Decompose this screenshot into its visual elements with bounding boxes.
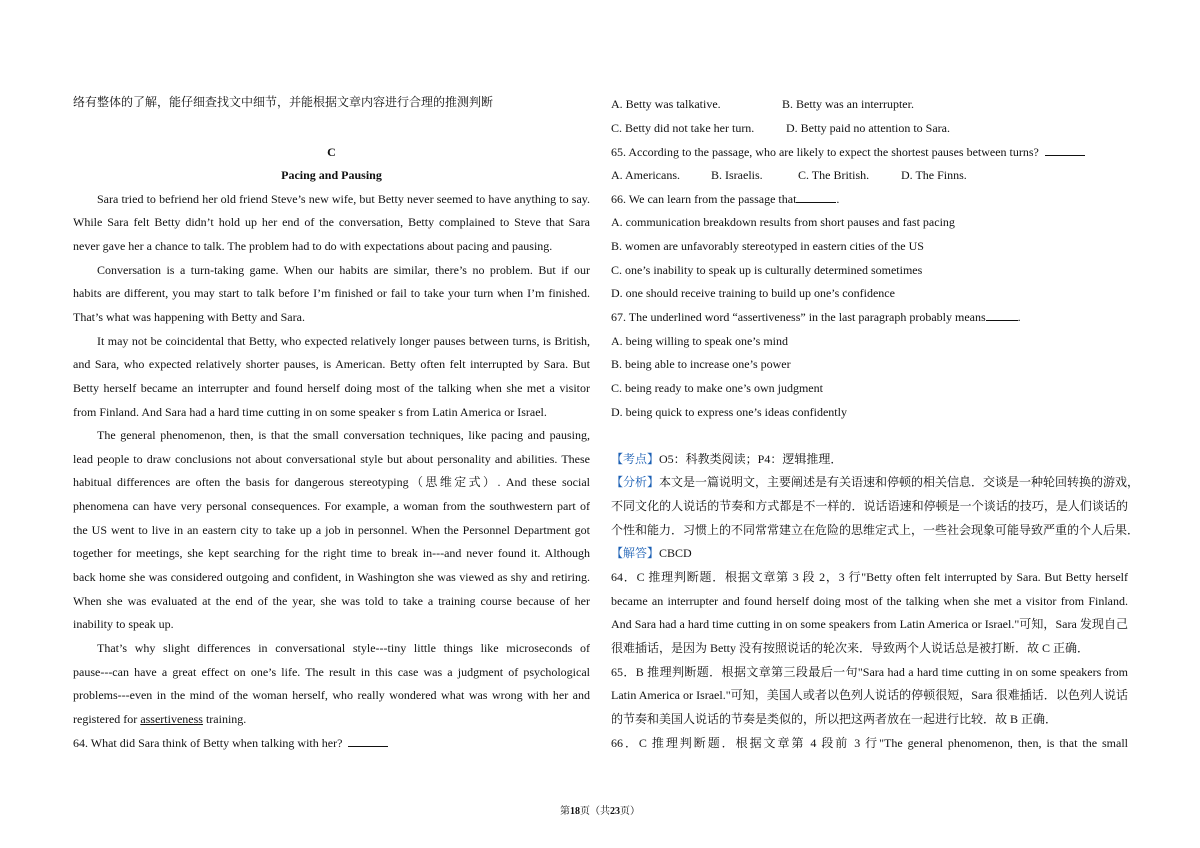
option-a[interactable]: A. Betty was talkative. (611, 97, 721, 111)
question-66 (611, 191, 839, 207)
option-b[interactable]: B. Israelis. (711, 168, 763, 182)
page-footer (0, 802, 1200, 817)
option-b[interactable]: B. women are unfavorably stereotyped in eastern cities of the US (611, 239, 924, 253)
paragraph-line: That’s what was happening with Betty and Sara. (73, 310, 305, 324)
answer-line: 64．C 推理判断题．根据文章第 3 段 2，3 行"Betty often felt interrupted by Sara. But Betty herself (611, 570, 1128, 584)
fenxi-line: 个性和能力．习惯上的不同常常建立在危险的思维定式上，一些社会现象可能导致严重的个人后果． (611, 523, 1140, 537)
paragraph-line: When she was evaluated at the end of the year, she was told to take a training course because of her (73, 594, 590, 608)
answer-line: And Sara had a hard time cutting in on some speakers from Latin America or Israel."可知，Sara 发现自己 (611, 617, 1128, 631)
option-d[interactable]: D. one should receive training to build up one’s confidence (611, 286, 895, 300)
paragraph-line: the US went to live in an eastern city to take up a job in personnel. When the Personnel Department got (73, 523, 590, 537)
answer-line: Latin America or Israel."可知，美国人或者以色列人说话的停顿很短，Sara 很难插话．以色列人说话 (611, 688, 1128, 702)
jieda-tag: 【解答】 (611, 546, 660, 560)
answer-line: became an interrupter and found herself doing most of the talking when she met a visitor from Finland. (611, 594, 1128, 608)
paragraph-line: That’s why slight differences in conversational style---tiny little things like microseconds of (97, 641, 590, 655)
answer-blank[interactable] (348, 735, 388, 747)
option-d[interactable]: D. being quick to express one’s ideas confidently (611, 405, 847, 419)
option-c[interactable]: C. being ready to make one’s own judgment (611, 381, 823, 395)
answer-line: 的节奏和美国人说话的节奏是类似的，所以把这两者放在一起进行比较．故 B 正确． (611, 712, 1058, 726)
option-b[interactable]: B. being able to increase one’s power (611, 357, 791, 371)
option-a[interactable]: A. communication breakdown results from short pauses and fast pacing (611, 215, 955, 229)
question-64 (73, 735, 388, 751)
option-d[interactable]: D. The Finns. (901, 168, 967, 182)
kaodian-text: O5：科教类阅读；P4：逻辑推理． (659, 452, 843, 466)
question-65 (611, 144, 1085, 160)
underlined-word: assertiveness (140, 712, 203, 726)
paragraph-line: Sara tried to befriend her old friend Steve’s new wife, but Betty never seemed to have anything to say. (97, 192, 590, 206)
passage-title: Pacing and Pausing (281, 168, 382, 182)
section-letter: C (327, 145, 336, 159)
paragraph-line: It may not be coincidental that Betty, who expected relatively longer pauses between turns, is British, (97, 334, 590, 348)
answer-line: 65．B 推理判断题．根据文章第三段最后一句"Sara had a hard time cutting in on some speakers from (611, 665, 1128, 679)
option-c[interactable]: C. Betty did not take her turn. (611, 121, 755, 135)
option-c[interactable]: C. The British. (798, 168, 870, 182)
paragraph-line: phenomena can have very personal consequences. For example, a woman from the southwestern part of (73, 499, 590, 513)
page-number: 18 (570, 806, 580, 817)
fenxi-tag: 【分析】 (611, 475, 660, 489)
text-span: registered for (73, 712, 141, 726)
intro-line: 络有整体的了解，能仔细查找文中细节，并能根据文章内容进行合理的推测判断 (73, 95, 494, 109)
paragraph-line (73, 711, 246, 727)
total-pages: 23 (610, 806, 620, 817)
option-a[interactable]: A. being willing to speak one’s mind (611, 334, 788, 348)
paragraph-line: habits are different, you may start to talk before I’m finished or fail to take your turn when I’m finished. (73, 286, 590, 300)
paragraph-line: and Sara, who expected relatively shorter pauses, is American. Betty often felt interrupted by Sara. But (73, 357, 590, 371)
paragraph-line: habitual differences are often the basis for dangerous stereotyping（思维定式）. And these social (73, 475, 590, 489)
option-d[interactable]: D. Betty paid no attention to Sara. (786, 121, 950, 135)
option-b[interactable]: B. Betty was an interrupter. (782, 97, 914, 111)
option-a[interactable]: A. Americans. (611, 168, 680, 182)
question-text: 66. We can learn from the passage that (611, 192, 797, 206)
question-text: 64. What did Sara think of Betty when talking with her? (73, 736, 343, 750)
answer-blank[interactable] (796, 191, 836, 203)
footer-text: 页（共 (580, 806, 610, 817)
paragraph-line: Betty herself became an interrupter and found herself doing most of the talking when she met a visitor (73, 381, 590, 395)
footer-text: 第 (560, 806, 570, 817)
paragraph-line: problems---even in the mind of the woman herself, who really wondered what was wrong with her and (73, 688, 590, 702)
answer-line: 很难插话，是因为 Betty 没有按照说话的轮次来．导致两个人说话总是被打断．故 C 正确． (611, 641, 1090, 655)
text-span: training. (202, 712, 247, 726)
paragraph-line: lead people to draw conclusions not about conversational style but about personality and abilities. These (73, 452, 590, 466)
footer-text: 页） (620, 806, 640, 817)
fenxi-line (611, 474, 1140, 490)
paragraph-line: Conversation is a turn-taking game. When our habits are similar, there’s no problem. But if our (97, 263, 590, 277)
jieda-line (611, 545, 692, 561)
kaodian-line (611, 451, 842, 467)
paragraph-line: never gave her a chance to talk. The problem had to do with expectations about pacing and pausing. (73, 239, 553, 253)
paragraph-line: pause---can have a great effect on one’s life. The result in this case was a judgment of psychological (73, 665, 590, 679)
kaodian-tag: 【考点】 (611, 452, 660, 466)
fenxi-text: 本文是一篇说明文，主要阐述是有关语速和停顿的相关信息．交谈是一种轮回转换的游戏， (659, 475, 1140, 489)
question-text: 67. The underlined word “assertiveness” in the last paragraph probably means (611, 310, 986, 324)
paragraph-line: The general phenomenon, then, is that the small conversation techniques, like pacing and pausing, (97, 428, 590, 442)
answer-blank[interactable] (986, 309, 1018, 321)
text-span: . (1017, 310, 1021, 324)
answer-blank[interactable] (1045, 144, 1085, 156)
paragraph-line: from Finland. And Sara had a hard time cutting in on some speaker s from Latin America or Israel. (73, 405, 547, 419)
paragraph-line: together for meetings, she kept searching for the right time to break in---and never found it. Although (73, 546, 590, 560)
fenxi-line: 不同文化的人说话的节奏和方式都是不一样的．说话语速和停顿是一个谈话的技巧，是人们谈话的 (611, 499, 1128, 513)
question-67 (611, 309, 1021, 325)
paragraph-line: back home she was considered outgoing and confident, in Washington she was viewed as shy and retiring. (73, 570, 590, 584)
question-text: 65. According to the passage, who are likely to expect the shortest pauses between turns? (611, 145, 1039, 159)
answer-line: 66．C 推理判断题．根据文章第 4 段前 3 行"The general phenomenon, then, is that the small (611, 736, 1128, 750)
text-span: . (836, 192, 840, 206)
paragraph-line: inability to speak up. (73, 617, 174, 631)
paragraph-line: While Sara felt Betty didn’t hold up her end of the conversation, Betty complained to Steve that Sara (73, 215, 590, 229)
jieda-text: CBCD (659, 546, 692, 560)
option-c[interactable]: C. one’s inability to speak up is culturally determined sometimes (611, 263, 923, 277)
